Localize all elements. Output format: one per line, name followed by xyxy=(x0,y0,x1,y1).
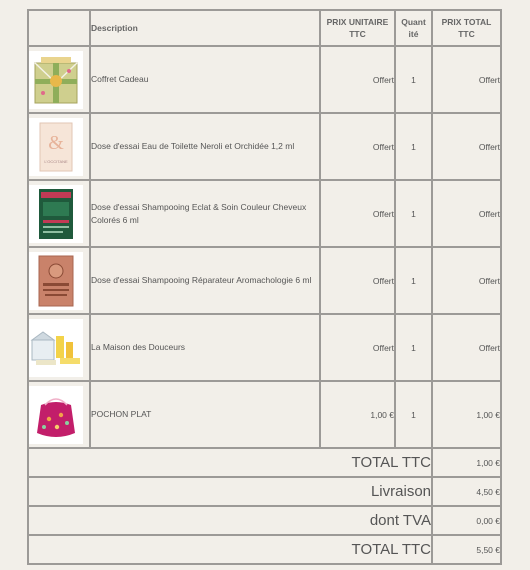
total-price-column-header xyxy=(432,10,501,46)
pouch-bag-image[interactable] xyxy=(29,386,83,444)
product-image-cell xyxy=(28,247,90,314)
line-total: Offert xyxy=(432,247,501,314)
table-row xyxy=(28,113,501,180)
line-total: 1,00 € xyxy=(432,381,501,448)
grand-total-value: 5,50 € xyxy=(432,535,501,564)
brand-mark-text: L'OCCITANE xyxy=(44,158,68,164)
vat-value: 0,00 € xyxy=(432,506,501,535)
unit-price-header-line2: TTC xyxy=(349,29,366,39)
quantity: 1 xyxy=(395,113,432,180)
perfume-sample-image[interactable] xyxy=(29,118,83,176)
quantity: 1 xyxy=(395,314,432,381)
product-image-cell xyxy=(28,180,90,247)
description-column-header: Description xyxy=(90,10,320,46)
table-header-row xyxy=(28,10,501,46)
line-total: Offert xyxy=(432,113,501,180)
gift-box-image[interactable] xyxy=(29,51,83,109)
quantity-column-header xyxy=(395,10,432,46)
product-image-cell xyxy=(28,314,90,381)
total-price-header-line1: PRIX TOTAL xyxy=(441,17,492,27)
total-price-header-line2: TTC xyxy=(458,29,475,39)
product-description: Dose d'essai Eau de Toilette Neroli et Orchidée 1,2 ml xyxy=(90,113,320,180)
shipping-label: Livraison xyxy=(28,477,432,506)
ampersand-glyph: & xyxy=(48,131,64,154)
order-summary-table xyxy=(27,9,502,565)
quantity: 1 xyxy=(395,381,432,448)
unit-price: Offert xyxy=(320,46,395,113)
unit-price-column-header xyxy=(320,10,395,46)
unit-price: Offert xyxy=(320,113,395,180)
shampoo-sachet-green-image[interactable] xyxy=(29,185,83,243)
totals-row xyxy=(28,535,501,564)
unit-price: 1,00 € xyxy=(320,381,395,448)
subtotal-label: TOTAL TTC xyxy=(28,448,432,477)
quantity: 1 xyxy=(395,46,432,113)
image-column-header xyxy=(28,10,90,46)
unit-price: Offert xyxy=(320,247,395,314)
totals-row xyxy=(28,506,501,535)
unit-price: Offert xyxy=(320,180,395,247)
line-total: Offert xyxy=(432,180,501,247)
product-image-cell xyxy=(28,46,90,113)
totals-row xyxy=(28,448,501,477)
table-row xyxy=(28,46,501,113)
product-description: Dose d'essai Shampooing Eclat & Soin Couleur Cheveux Colorés 6 ml xyxy=(90,180,320,247)
product-description: La Maison des Douceurs xyxy=(90,314,320,381)
product-description: POCHON PLAT xyxy=(90,381,320,448)
gift-set-house-image[interactable] xyxy=(29,319,83,377)
product-image-cell xyxy=(28,381,90,448)
table-row xyxy=(28,381,501,448)
unit-price: Offert xyxy=(320,314,395,381)
quantity-header-line1: Quant xyxy=(401,17,426,27)
unit-price-header-line1: PRIX UNITAIRE xyxy=(326,17,389,27)
quantity: 1 xyxy=(395,247,432,314)
quantity: 1 xyxy=(395,180,432,247)
line-total: Offert xyxy=(432,46,501,113)
shipping-value: 4,50 € xyxy=(432,477,501,506)
shampoo-sachet-orange-image[interactable] xyxy=(29,252,83,310)
table-row xyxy=(28,314,501,381)
product-description: Dose d'essai Shampooing Réparateur Aromachologie 6 ml xyxy=(90,247,320,314)
totals-row xyxy=(28,477,501,506)
vat-label: dont TVA xyxy=(28,506,432,535)
line-total: Offert xyxy=(432,314,501,381)
table-row xyxy=(28,180,501,247)
subtotal-value: 1,00 € xyxy=(432,448,501,477)
product-image-cell xyxy=(28,113,90,180)
table-row xyxy=(28,247,501,314)
grand-total-label: TOTAL TTC xyxy=(28,535,432,564)
quantity-header-line2: ité xyxy=(408,29,419,39)
product-description: Coffret Cadeau xyxy=(90,46,320,113)
